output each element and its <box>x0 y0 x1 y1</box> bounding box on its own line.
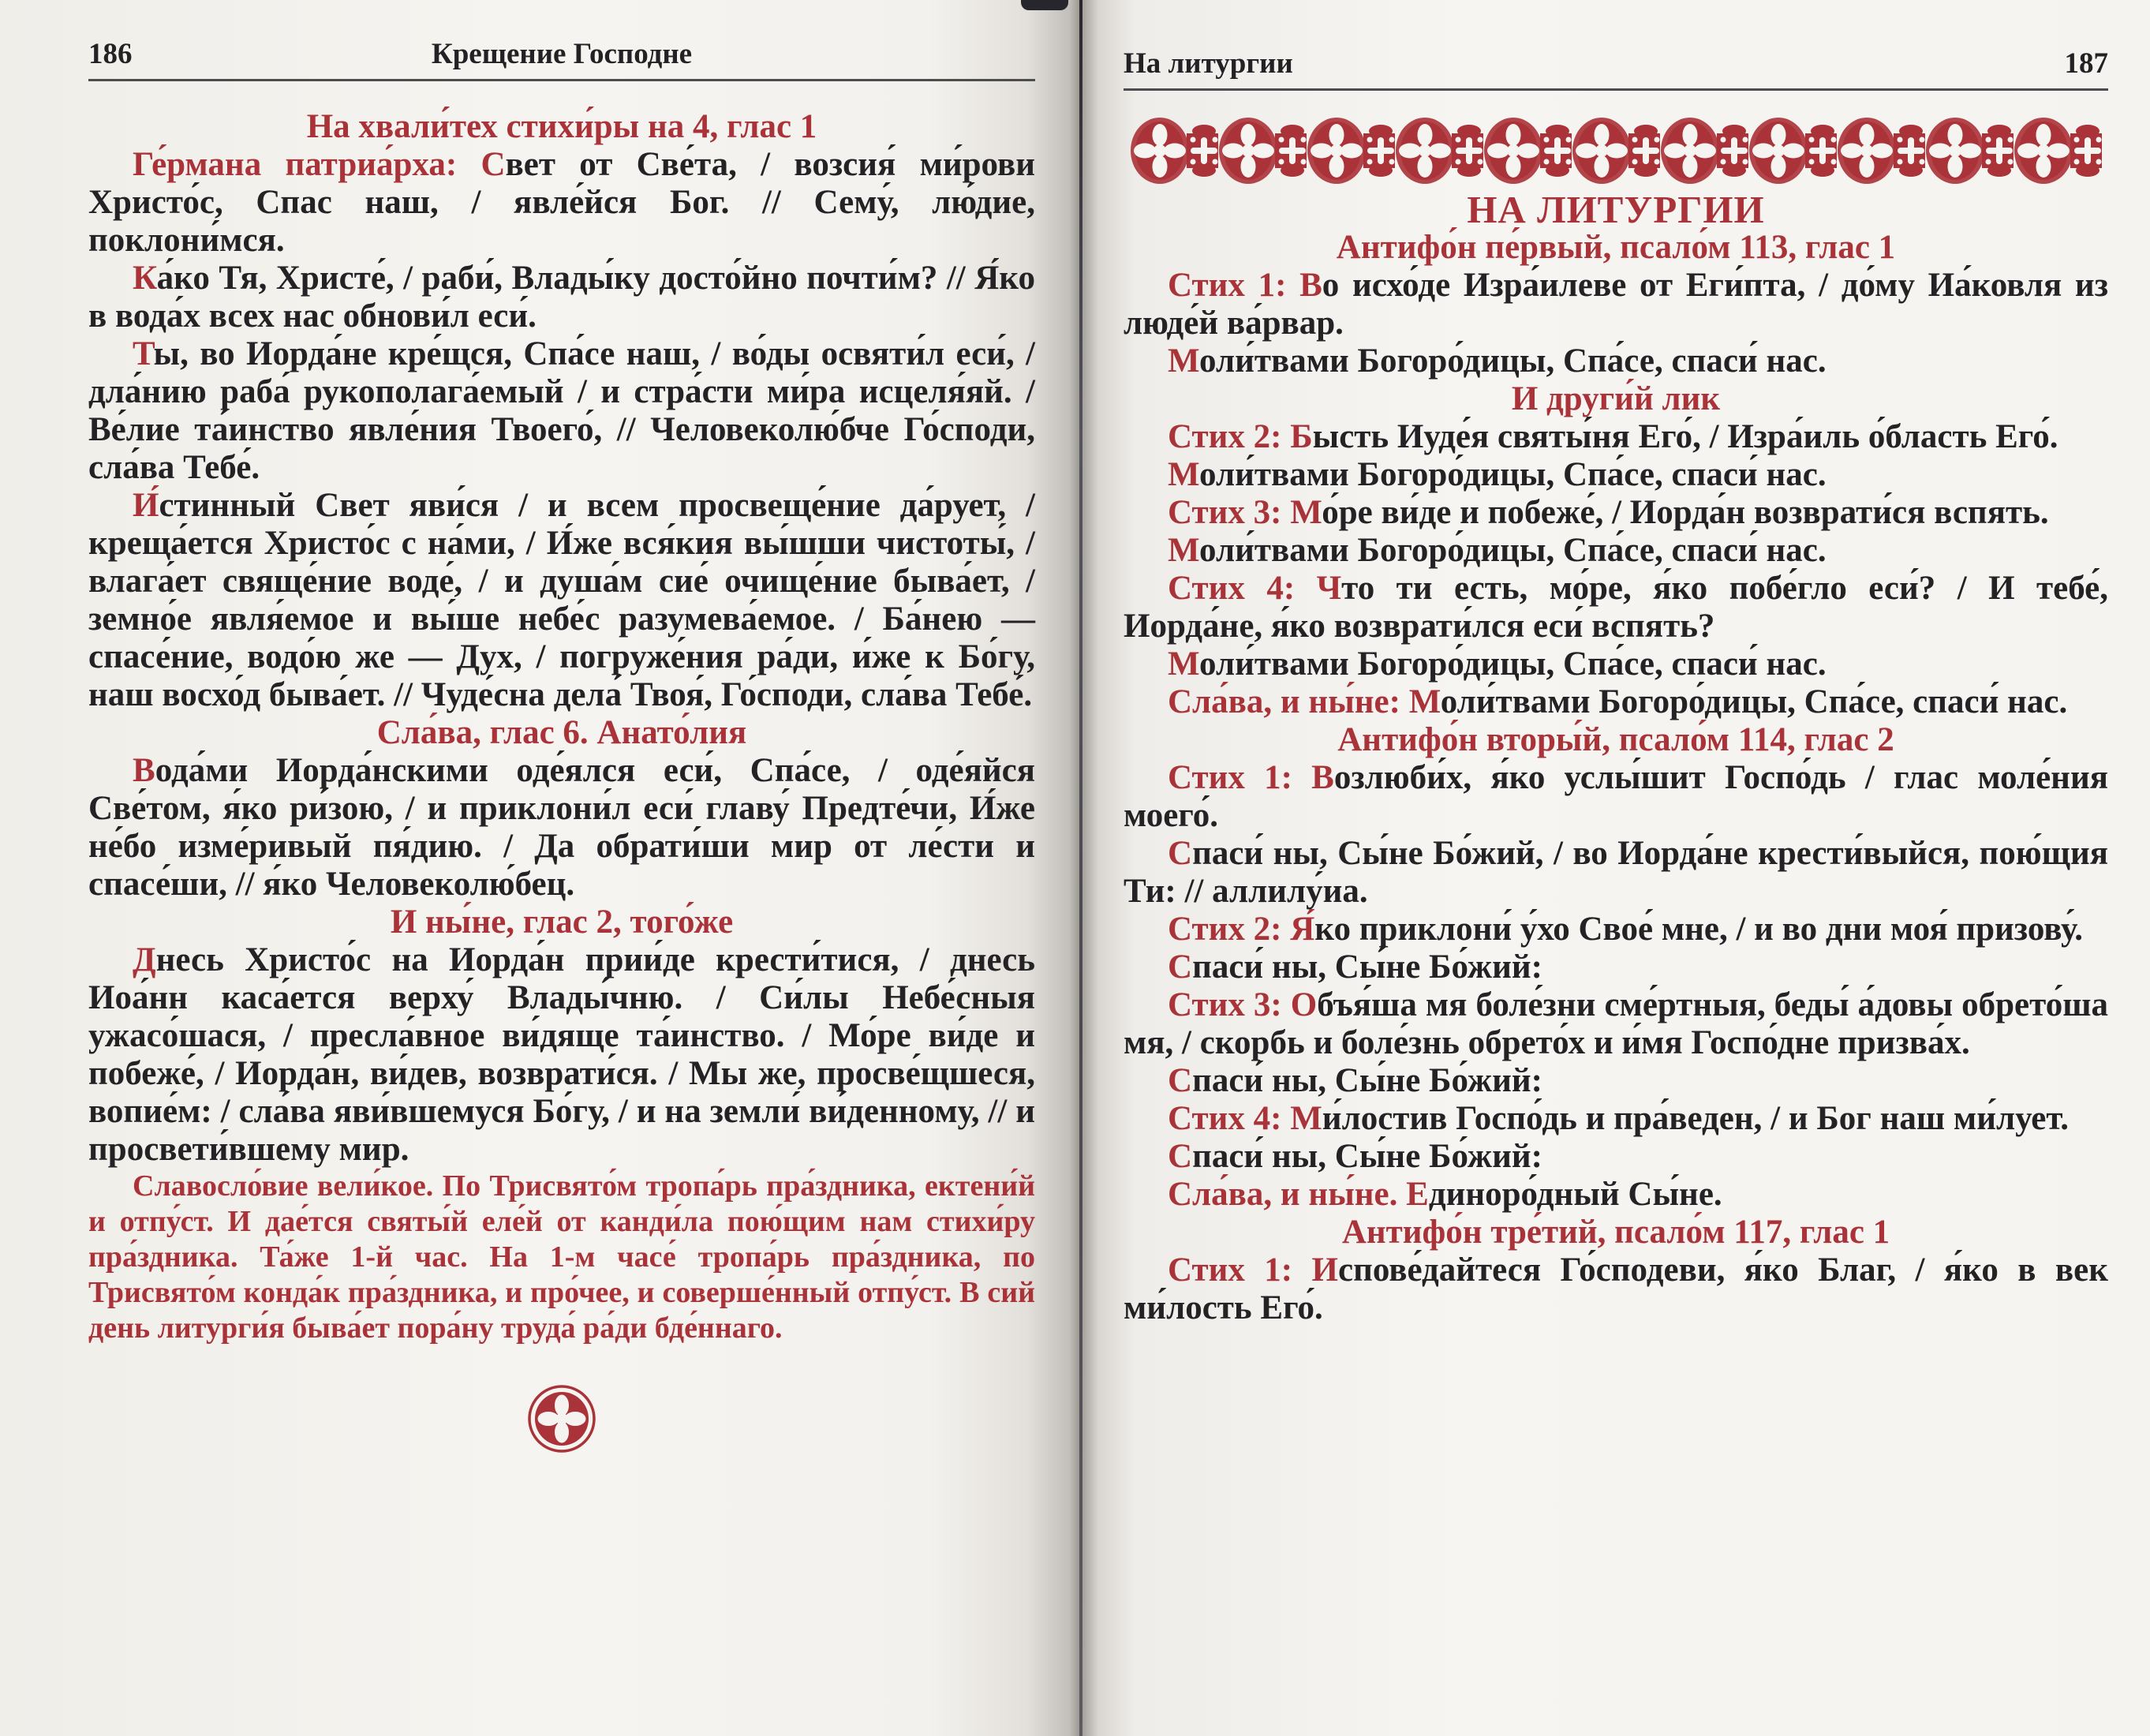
rubricated-text: С <box>1168 835 1193 872</box>
paragraph <box>1124 418 2108 456</box>
running-header: Крещение Господне <box>431 38 693 70</box>
paragraph <box>1124 683 2108 721</box>
paragraph <box>1124 1138 2108 1176</box>
heading-text <box>88 714 1035 752</box>
paragraph <box>88 335 1035 487</box>
rubricated-text: С <box>1168 1138 1193 1175</box>
gutter-shadow <box>1021 0 1068 10</box>
body-text: паси́ ны, Сы́не Бо́жий: <box>1192 1138 1542 1175</box>
rubricated-text: Стих 4: М <box>1168 1100 1322 1137</box>
rubricated-text: И ны́не, глас 2, того́же <box>390 904 734 941</box>
paragraph <box>1124 532 2108 570</box>
paragraph <box>1124 1176 2108 1214</box>
rubricated-text: Антифо́н тре́тий, псало́м 117, глас 1 <box>1341 1214 1890 1251</box>
body-text: а́ко Тя, Христе́, / раби́, Влады́ку досто́йно почти́м? // Я́ко в вода́х всех нас обнови́л еси́. <box>88 260 1035 335</box>
cross-medallion-ornament <box>88 1384 1035 1454</box>
rubricated-text: Сла́ва, глас 6. Анато́лия <box>376 714 747 751</box>
rubricated-text: Стих 1: И <box>1168 1251 1338 1289</box>
rubricated-text: Стих 2: Я́ <box>1168 911 1315 948</box>
body-text: оли́твами Богоро́дицы, Спа́се, спаси́ нас. <box>1199 342 1827 380</box>
body-text: стинный Свет яви́ся / и всем просвеще́ние да́рует, / креща́ется Христо́с с на́ми, / И́же вся́кия вы́шши чистоты́, / влага́ет свяще́ние воде́, / и душа́м сие́ очище́ние быва́ет, / земно́е явля́емое и вы́ше небе́с разумева́емое. / Ба́нею — спасе́ние, водо́ю же — Дух, / погруже́ния ра́ди, и́же к Бо́гу, наш восхо́д быва́ет. // Чуде́сна дела́ Твоя́, Го́споди, сла́ва Тебе́. <box>88 487 1035 713</box>
rubricated-text: Стих 1: В <box>1168 267 1322 304</box>
rubricated-text: Антифо́н вторы́й, псало́м 114, глас 2 <box>1337 721 1894 758</box>
page-right-header <box>1124 41 2108 91</box>
body-text: и́лостив Госпо́дь и пра́веден, / и Бог наш ми́лует. <box>1322 1100 2070 1137</box>
body-text: ы, во Иорда́не кре́щся, Спа́се наш, / во́ды освяти́л еси́, / дла́нию раба́ рукополага́емый / и стра́сти ми́ра исцеля́яй. / Ве́лие та́инство явле́ния Твоего́, // Человеколю́бче Го́споди, сла́ва Тебе́. <box>88 335 1035 486</box>
rubricated-text: Т <box>133 335 154 372</box>
paragraph <box>88 941 1035 1169</box>
heading-text <box>1124 721 2108 759</box>
rubric-text <box>88 1169 1035 1346</box>
paragraph <box>88 146 1035 260</box>
rubricated-text: Стих 1: В <box>1168 759 1334 796</box>
rubricated-text: Сла́ва, и ны́не. Е <box>1168 1176 1429 1213</box>
paragraph <box>88 260 1035 335</box>
body-text: оли́твами Богоро́дицы, Спа́се, спаси́ нас. <box>1440 683 2068 720</box>
paragraph <box>1124 1062 2108 1100</box>
rubricated-text: С <box>1168 1062 1193 1099</box>
page-left-header <box>88 32 1035 81</box>
paragraph <box>1124 759 2108 835</box>
body-text: диноро́дный Сы́не. <box>1428 1176 1722 1213</box>
rubricated-text: НА ЛИТУРГИИ <box>1467 188 1765 231</box>
rubricated-text: Ге́рмана патриа́рха: С <box>133 146 506 183</box>
body-text: паси́ ны, Сы́не Бо́жий: <box>1192 1062 1542 1099</box>
paragraph <box>1124 1251 2108 1327</box>
caps-text <box>1124 188 2108 231</box>
heading-text <box>1124 380 2108 418</box>
page-number: 186 <box>88 38 133 70</box>
paragraph <box>88 487 1035 714</box>
page-left-content <box>88 32 1035 1454</box>
text-column <box>88 108 1035 1454</box>
body-text: о исхо́де Изра́илеве от Еги́пта, / до́му Иа́ковля из люде́й ва́рвар. <box>1124 267 2108 342</box>
rubricated-text: Стих 3: М <box>1168 494 1322 531</box>
heading-text <box>88 904 1035 941</box>
cross-band-icon <box>1130 114 2102 187</box>
rubricated-text: Сла́ва, и ны́не: М <box>1168 683 1441 720</box>
rubricated-text: М <box>1168 645 1200 683</box>
body-text: ода́ми Иорда́нскими оде́ялся еси́, Спа́се, / оде́яйся Све́том, я́ко ри́зою, / и приклони́л еси́ главу́ Предте́чи, И́же не́бо изме́ривый пя́дию. / Да обрати́ши мир от ле́сти и спасе́ши, // я́ко Человеколю́бец. <box>88 752 1035 903</box>
cross-band-ornament <box>1124 114 2108 191</box>
body-text: паси́ ны, Сы́не Бо́жий, / во Иорда́не крести́выйся, пою́щия Ти: // аллилу́иа. <box>1124 835 2108 910</box>
body-text: оли́твами Богоро́дицы, Спа́се, спаси́ нас. <box>1199 456 1827 493</box>
text-column <box>1124 188 2108 1327</box>
body-text: бъя́ша мя боле́зни сме́ртныя, беды́ а́довы обрето́ша мя, / скорбь и боле́знь обрето́х и и́мя Госпо́дне призва́х. <box>1124 986 2108 1061</box>
rubricated-text: На хвали́тех стихи́ры на 4, глас 1 <box>306 108 817 145</box>
paragraph <box>1124 911 2108 948</box>
paragraph <box>1124 986 2108 1062</box>
body-text: ысть Иуде́я святы́ня Его́, / Изра́иль о́бласть Его́. <box>1312 418 2058 455</box>
body-text: паси́ ны, Сы́не Бо́жий: <box>1192 948 1542 986</box>
rubricated-text: С <box>1168 948 1193 986</box>
heading-text <box>1124 1214 2108 1251</box>
body-text: вет от Све́та, / возсия́ ми́рови Христо́с, Спас наш, / явле́йся Бог. // Сему́, лю́дие, поклони́мся. <box>88 146 1035 259</box>
page-number: 187 <box>2064 47 2108 80</box>
body-text: ко приклони́ у́хо Свое́ мне, / и во дни моя́ призову́. <box>1314 911 2083 948</box>
paragraph <box>1124 570 2108 645</box>
body-text: то ти есть, мо́ре, я́ко побе́гло еси́? / И тебе́, Иорда́не, я́ко возврати́лся еси́ вспять? <box>1124 570 2108 645</box>
rubricated-text: Стих 3: О <box>1168 986 1318 1023</box>
paragraph <box>1124 835 2108 911</box>
cross-medallion-icon <box>527 1384 596 1454</box>
running-header: На литургии <box>1124 47 1293 80</box>
heading-text <box>88 108 1035 146</box>
paragraph <box>1124 1100 2108 1138</box>
rubricated-text: М <box>1168 532 1200 569</box>
page-right-content <box>1124 41 2108 1327</box>
rubricated-text: М <box>1168 456 1200 493</box>
body-text: озлюби́х, я́ко услы́шит Госпо́дь / глас моле́ния моего́. <box>1124 759 2108 834</box>
paragraph <box>88 752 1035 904</box>
paragraph <box>1124 948 2108 986</box>
rubricated-text: Антифо́н пе́рвый, псало́м 113, глас 1 <box>1336 229 1896 266</box>
rubricated-text: М <box>1168 342 1200 380</box>
heading-text <box>1124 229 2108 267</box>
rubricated-text: И́ <box>133 487 159 524</box>
rubricated-text: В <box>133 752 155 789</box>
book-gutter <box>1079 0 1082 1736</box>
body-text: о́ре ви́де и побеже́, / Иорда́н возврати́ся вспять. <box>1322 494 2049 531</box>
paragraph <box>1124 342 2108 380</box>
body-text: спове́дайтеся Го́сподеви, я́ко Благ, / я́ко в век ми́лость Его́. <box>1124 1251 2108 1326</box>
rubricated-text: И други́й лик <box>1511 380 1721 417</box>
body-text: оли́твами Богоро́дицы, Спа́се, спаси́ нас. <box>1199 645 1827 683</box>
paragraph <box>1124 494 2108 532</box>
rubricated-text: Д <box>133 941 156 978</box>
body-text: оли́твами Богоро́дицы, Спа́се, спаси́ нас. <box>1199 532 1827 569</box>
rubricated-text: Стих 2: Б <box>1168 418 1313 455</box>
paragraph <box>1124 456 2108 494</box>
paragraph <box>1124 645 2108 683</box>
rubricated-text: Стих 4: Ч <box>1168 570 1342 607</box>
paragraph <box>1124 267 2108 342</box>
rubricated-text: К <box>133 260 157 297</box>
body-text: несь Христо́с на Иорда́н прии́де крести́тися, / днесь Иоа́нн каса́ется верху́ Влады́чню. / Си́лы Небе́сныя ужасо́шася, / пресла́вное ви́дяще та́инство. / Мо́ре ви́де и побеже́, / Иорда́н, ви́дев, возврати́ся. / Мы же, просве́щшеся, вопие́м: / сла́ва яви́вшемуся Бо́гу, / и на земли́ ви́денному, // и просвети́вшему мир. <box>88 941 1035 1168</box>
rubricated-text: Славосло́вие вели́кое. По Трисвято́м тропа́рь пра́здника, ектени́й и отпу́ст. И дае́тся святы́й еле́й от канди́ла пою́щим нам стихи́ру пра́здника. Та́же 1-й час. На 1-м часе́ тропа́рь пра́здника, по Трисвято́м конда́к пра́здника, и про́чее, и соверше́нный отпу́ст. В сий день литурги́я быва́ет пора́ну труда́ ра́ди бде́ннаго. <box>88 1169 1035 1345</box>
